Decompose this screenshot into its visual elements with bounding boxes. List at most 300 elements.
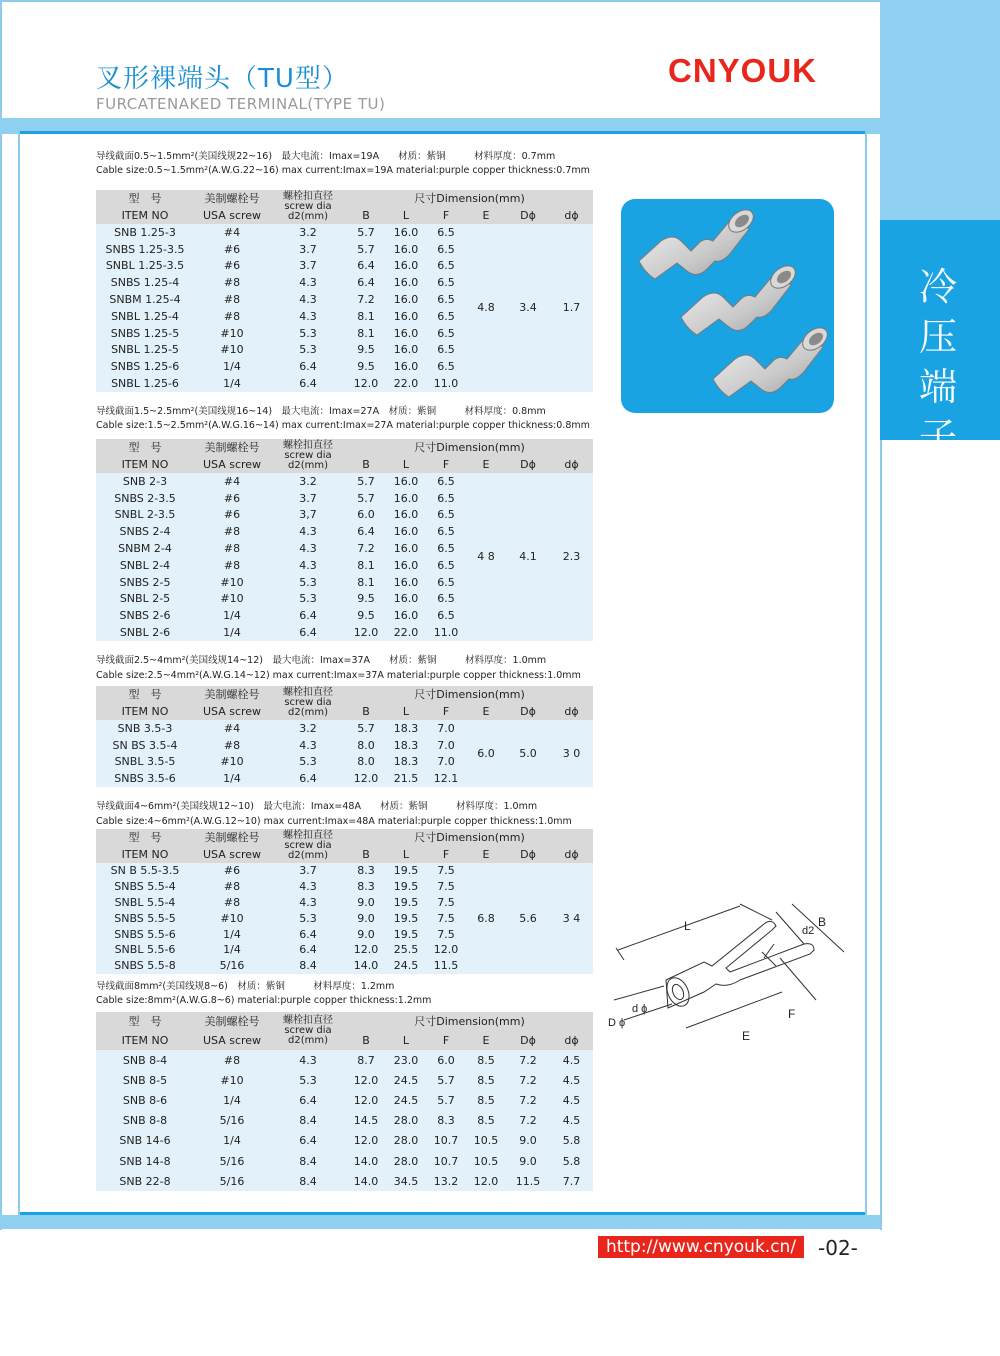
value-cell: 6.5	[426, 358, 466, 375]
value-cell: 8.3	[346, 863, 386, 879]
value-cell: 5.3	[270, 1070, 346, 1090]
value-cell: 6.4	[270, 1131, 346, 1151]
col-header-dim: B	[346, 207, 386, 224]
table-row	[96, 224, 593, 241]
value-cell: 7.2	[346, 291, 386, 308]
value-cell: #10	[194, 574, 270, 591]
col-header-dim: Dϕ	[506, 456, 550, 473]
value-cell: 12.0	[346, 1070, 386, 1090]
value-cell: 19.5	[386, 910, 426, 926]
col-header-dia-en: screw dia	[284, 450, 332, 461]
merged-value-cell: 4.1	[506, 473, 550, 641]
col-header-screw-cn: 美制螺栓号	[194, 190, 270, 207]
value-cell: #8	[194, 557, 270, 574]
dim-label-d: d ϕ	[632, 1003, 648, 1015]
col-header-dia-en: screw dia	[284, 697, 332, 708]
value-cell: 9.0	[346, 895, 386, 911]
value-cell: 5/16	[194, 1171, 270, 1191]
value-cell: 8.4	[270, 958, 346, 974]
section-1-note-cn: 导线截面0.5~1.5mm²(美国线规22~16) 最大电流：Imax=19A 材质：紫铜 材料厚度：0.7mm	[96, 151, 556, 162]
table-header-row	[96, 1012, 593, 1031]
col-header-screw-en: USA screw	[194, 207, 270, 224]
value-cell: 11.5	[426, 958, 466, 974]
value-cell: #10	[194, 342, 270, 359]
item-no-cell: SNBS 2-3.5	[96, 490, 194, 507]
value-cell: #8	[194, 540, 270, 557]
value-cell: 4.3	[270, 523, 346, 540]
value-cell: 8.1	[346, 574, 386, 591]
value-cell: #6	[194, 258, 270, 275]
value-cell: 1/4	[194, 1090, 270, 1110]
col-header-screw-en: USA screw	[194, 1031, 270, 1050]
value-cell: 9.0	[506, 1131, 550, 1151]
col-header-dim: E	[466, 1031, 506, 1050]
table-header-row	[96, 829, 593, 846]
value-cell: 6.4	[270, 358, 346, 375]
value-cell: 9.5	[346, 342, 386, 359]
value-cell: 1/4	[194, 624, 270, 641]
item-no-cell: SNBS 5.5-6	[96, 926, 194, 942]
col-header-dim: dϕ	[550, 207, 593, 224]
col-header-item-en: ITEM NO	[96, 846, 194, 863]
side-category-label	[908, 262, 968, 462]
merged-value-cell: 4.8	[466, 224, 506, 392]
value-cell: 4.3	[270, 557, 346, 574]
value-cell: 7.5	[426, 863, 466, 879]
value-cell: 19.5	[386, 879, 426, 895]
value-cell: 10.7	[426, 1131, 466, 1151]
spec-table-3	[96, 686, 593, 787]
value-cell: 7.5	[426, 926, 466, 942]
col-header-dia	[270, 1012, 346, 1050]
col-header-screw-cn: 美制螺栓号	[194, 686, 270, 703]
value-cell: 4.3	[270, 308, 346, 325]
value-cell: 6.5	[426, 291, 466, 308]
item-no-cell: SNBS 5.5-8	[96, 958, 194, 974]
section-5-note-en: Cable size:8mm²(A.W.G.8~6) material:purple copper thickness:1.2mm	[96, 995, 432, 1006]
value-cell: 12.0	[426, 942, 466, 958]
value-cell: 19.5	[386, 863, 426, 879]
value-cell: 4.5	[550, 1090, 593, 1110]
value-cell: 16.0	[386, 523, 426, 540]
value-cell: 7.2	[506, 1070, 550, 1090]
col-header-dimension: 尺寸Dimension(mm)	[346, 190, 593, 207]
page-title-en: FURCATENAKED TERMINAL(TYPE TU)	[96, 95, 386, 113]
col-header-dim: dϕ	[550, 846, 593, 863]
dimension-diagram	[604, 900, 858, 1050]
value-cell: 5.3	[270, 325, 346, 342]
col-header-dia	[270, 190, 346, 224]
value-cell: 8.4	[270, 1171, 346, 1191]
col-header-dimension: 尺寸Dimension(mm)	[346, 439, 593, 456]
col-header-dim: L	[386, 456, 426, 473]
spec-table-1	[96, 190, 593, 392]
value-cell: 5/16	[194, 1111, 270, 1131]
table-header-row	[96, 439, 593, 456]
col-header-dim: E	[466, 703, 506, 720]
item-no-cell: SNBS 1.25-5	[96, 325, 194, 342]
value-cell: 5/16	[194, 958, 270, 974]
section-3-note-en: Cable size:2.5~4mm²(A.W.G.14~12) max current:Imax=37A material:purple copper thickness:1.0mm	[96, 670, 581, 681]
col-header-item-cn: 型 号	[96, 686, 194, 703]
col-header-item-en: ITEM NO	[96, 207, 194, 224]
value-cell: 16.0	[386, 574, 426, 591]
value-cell: 28.0	[386, 1131, 426, 1151]
value-cell: 6.4	[346, 258, 386, 275]
dim-label-d2: d2	[802, 925, 815, 937]
col-header-dia-cn: 螺栓扣直径	[283, 191, 333, 202]
value-cell: #6	[194, 490, 270, 507]
value-cell: 14.0	[346, 958, 386, 974]
item-no-cell: SNBL 2-5	[96, 591, 194, 608]
item-no-cell: SNB 14-8	[96, 1151, 194, 1171]
value-cell: #10	[194, 1070, 270, 1090]
col-header-dim: dϕ	[550, 1031, 593, 1050]
value-cell: 12.0	[346, 770, 386, 787]
item-no-cell: SNB 2-3	[96, 473, 194, 490]
merged-value-cell: 4 8	[466, 473, 506, 641]
section-4-note-cn: 导线截面4~6mm²(美国线规12~10) 最大电流：Imax=48A 材质：紫铜 材料厚度：1.0mm	[96, 801, 538, 812]
side-char: 端	[918, 365, 957, 409]
item-no-cell: SNBS 2-5	[96, 574, 194, 591]
value-cell: 7.0	[426, 720, 466, 737]
col-header-item-cn: 型 号	[96, 190, 194, 207]
item-no-cell: SNBL 5.5-4	[96, 895, 194, 911]
value-cell: 5.8	[550, 1151, 593, 1171]
value-cell: 5.7	[426, 1070, 466, 1090]
value-cell: 5.7	[346, 473, 386, 490]
value-cell: 16.0	[386, 224, 426, 241]
website-link[interactable]: http://www.cnyouk.cn/	[598, 1236, 804, 1258]
value-cell: 6.4	[270, 770, 346, 787]
value-cell: 16.0	[386, 607, 426, 624]
table-row	[96, 863, 593, 879]
terminal-3	[713, 323, 832, 397]
item-no-cell: SNBL 2-4	[96, 557, 194, 574]
value-cell: #10	[194, 325, 270, 342]
item-no-cell: SNB 1.25-3	[96, 224, 194, 241]
col-header-dim: dϕ	[550, 703, 593, 720]
item-no-cell: SNB 8-8	[96, 1111, 194, 1131]
col-header-dim: B	[346, 846, 386, 863]
brand-logo: CNYOUK	[668, 52, 818, 89]
value-cell: 12.1	[426, 770, 466, 787]
merged-value-cell: 3 4	[550, 863, 593, 974]
value-cell: #4	[194, 224, 270, 241]
value-cell: 8.5	[466, 1070, 506, 1090]
value-cell: 6.4	[270, 375, 346, 392]
item-no-cell: SNBL 3.5-5	[96, 754, 194, 771]
value-cell: 8.0	[346, 737, 386, 754]
merged-value-cell: 2.3	[550, 473, 593, 641]
value-cell: 5.7	[346, 241, 386, 258]
frame-right-line	[880, 440, 882, 1230]
col-header-dim: L	[386, 207, 426, 224]
page-title-cn: 叉形裸端头（TU型）	[96, 64, 349, 94]
col-header-dim: L	[386, 703, 426, 720]
value-cell: 6.4	[346, 523, 386, 540]
value-cell: 6.4	[270, 926, 346, 942]
value-cell: #8	[194, 274, 270, 291]
merged-value-cell: 5.0	[506, 720, 550, 787]
col-header-screw-en: USA screw	[194, 846, 270, 863]
value-cell: 8.1	[346, 325, 386, 342]
col-header-dia-cn: 螺栓扣直径	[283, 1015, 333, 1026]
value-cell: 6.5	[426, 325, 466, 342]
item-no-cell: SNBS 1.25-3.5	[96, 241, 194, 258]
col-header-dia	[270, 439, 346, 473]
value-cell: 16.0	[386, 490, 426, 507]
item-no-cell: SNB 8-6	[96, 1090, 194, 1110]
value-cell: 5.7	[426, 1090, 466, 1110]
value-cell: 5/16	[194, 1151, 270, 1171]
value-cell: 24.5	[386, 1070, 426, 1090]
value-cell: 9.5	[346, 358, 386, 375]
value-cell: 1/4	[194, 770, 270, 787]
value-cell: 5.7	[346, 720, 386, 737]
item-no-cell: SNBL 1.25-3.5	[96, 258, 194, 275]
col-header-item-cn: 型 号	[96, 829, 194, 846]
value-cell: 22.0	[386, 375, 426, 392]
value-cell: 12.0	[346, 1090, 386, 1110]
col-header-dim: E	[466, 846, 506, 863]
col-header-dim: B	[346, 703, 386, 720]
col-header-dim: F	[426, 456, 466, 473]
value-cell: 7.5	[426, 895, 466, 911]
value-cell: 16.0	[386, 241, 426, 258]
value-cell: 10.5	[466, 1151, 506, 1171]
value-cell: 4.5	[550, 1070, 593, 1090]
merged-value-cell: 5.6	[506, 863, 550, 974]
col-header-dim: E	[466, 207, 506, 224]
value-cell: 5.3	[270, 910, 346, 926]
value-cell: 4.5	[550, 1050, 593, 1070]
product-photo	[621, 199, 834, 413]
value-cell: 18.3	[386, 720, 426, 737]
value-cell: 5.3	[270, 754, 346, 771]
value-cell: #6	[194, 241, 270, 258]
value-cell: 6.4	[270, 624, 346, 641]
col-header-screw-cn: 美制螺栓号	[194, 829, 270, 846]
col-header-dim: Dϕ	[506, 1031, 550, 1050]
value-cell: 8.7	[346, 1050, 386, 1070]
table-row	[96, 1151, 593, 1171]
value-cell: 16.0	[386, 557, 426, 574]
col-header-dim: F	[426, 846, 466, 863]
value-cell: 7.2	[346, 540, 386, 557]
col-header-dim: F	[426, 1031, 466, 1050]
col-header-dim: F	[426, 703, 466, 720]
value-cell: 6.4	[346, 274, 386, 291]
col-header-item-en: ITEM NO	[96, 1031, 194, 1050]
item-no-cell: SNB 3.5-3	[96, 720, 194, 737]
merged-value-cell: 6.8	[466, 863, 506, 974]
value-cell: 4.5	[550, 1111, 593, 1131]
value-cell: 8.1	[346, 308, 386, 325]
value-cell: 5.3	[270, 574, 346, 591]
section-5-note-cn: 导线截面8mm²(美国线规8~6) 材质：紫铜 材料厚度：1.2mm	[96, 981, 395, 992]
col-header-dia-cn: 螺栓扣直径	[283, 830, 333, 841]
value-cell: 8.5	[466, 1090, 506, 1110]
spec-table-4	[96, 829, 593, 974]
value-cell: 7.7	[550, 1171, 593, 1191]
value-cell: 14.0	[346, 1171, 386, 1191]
value-cell: 5.3	[270, 342, 346, 359]
content-border-right	[865, 131, 867, 1215]
value-cell: 7.2	[506, 1090, 550, 1110]
value-cell: 3.2	[270, 224, 346, 241]
value-cell: 16.0	[386, 258, 426, 275]
value-cell: 9.0	[346, 910, 386, 926]
value-cell: 4.3	[270, 737, 346, 754]
value-cell: 6.5	[426, 473, 466, 490]
value-cell: 9.0	[506, 1151, 550, 1171]
value-cell: 3.2	[270, 720, 346, 737]
col-header-item-en: ITEM NO	[96, 703, 194, 720]
col-header-dim: Dϕ	[506, 207, 550, 224]
value-cell: 7.5	[426, 910, 466, 926]
value-cell: 3.7	[270, 863, 346, 879]
dim-label-L: L	[684, 919, 691, 933]
value-cell: 4.3	[270, 879, 346, 895]
value-cell: 1/4	[194, 375, 270, 392]
value-cell: 9.5	[346, 607, 386, 624]
table-row	[96, 1131, 593, 1151]
table-row	[96, 720, 593, 737]
value-cell: 3.2	[270, 473, 346, 490]
side-char: 压	[918, 315, 957, 359]
col-header-dia-unit: d2(mm)	[288, 850, 328, 861]
value-cell: 11.5	[506, 1171, 550, 1191]
value-cell: #4	[194, 720, 270, 737]
col-header-dim: L	[386, 846, 426, 863]
item-no-cell: SNB 22-8	[96, 1171, 194, 1191]
page-number: -02-	[818, 1236, 858, 1260]
item-no-cell: SNBL 5.5-6	[96, 942, 194, 958]
value-cell: 5.3	[270, 591, 346, 608]
value-cell: 16.0	[386, 591, 426, 608]
item-no-cell: SN B 5.5-3.5	[96, 863, 194, 879]
value-cell: 19.5	[386, 895, 426, 911]
item-no-cell: SNB 8-5	[96, 1070, 194, 1090]
merged-value-cell: 3 0	[550, 720, 593, 787]
value-cell: 11.0	[426, 624, 466, 641]
table-header-row	[96, 190, 593, 207]
col-header-item-cn: 型 号	[96, 439, 194, 456]
col-header-dim: dϕ	[550, 456, 593, 473]
table-header-row	[96, 686, 593, 703]
value-cell: 6.0	[346, 507, 386, 524]
item-no-cell: SNBL 1.25-5	[96, 342, 194, 359]
frame-left-line	[0, 0, 2, 1230]
col-header-dim: B	[346, 456, 386, 473]
value-cell: 8.0	[346, 754, 386, 771]
item-no-cell: SNB 14-6	[96, 1131, 194, 1151]
header-band-rule	[18, 131, 867, 134]
value-cell: #4	[194, 473, 270, 490]
value-cell: 16.0	[386, 507, 426, 524]
value-cell: 25.5	[386, 942, 426, 958]
col-header-screw-en: USA screw	[194, 703, 270, 720]
value-cell: 12.0	[466, 1171, 506, 1191]
section-3-note-cn: 导线截面2.5~4mm²(美国线规14~12) 最大电流：Imax=37A 材质：紫铜 材料厚度：1.0mm	[96, 655, 547, 666]
dim-label-E: E	[742, 1029, 751, 1043]
value-cell: 6.5	[426, 523, 466, 540]
value-cell: 18.3	[386, 737, 426, 754]
footer-band	[0, 1215, 880, 1229]
value-cell: 10.5	[466, 1131, 506, 1151]
value-cell: 4.3	[270, 895, 346, 911]
value-cell: 4.3	[270, 274, 346, 291]
terminal-1	[639, 205, 758, 279]
item-no-cell: SNBS 5.5-4	[96, 879, 194, 895]
dim-label-F: F	[788, 1007, 796, 1021]
value-cell: 6.5	[426, 342, 466, 359]
value-cell: 3.7	[270, 490, 346, 507]
value-cell: 24.5	[386, 1090, 426, 1110]
value-cell: 16.0	[386, 308, 426, 325]
value-cell: 12.0	[346, 942, 386, 958]
value-cell: 9.5	[346, 591, 386, 608]
value-cell: 16.0	[386, 325, 426, 342]
value-cell: 4.3	[270, 291, 346, 308]
value-cell: 16.0	[386, 540, 426, 557]
table-row	[96, 1090, 593, 1110]
value-cell: 6.0	[426, 1050, 466, 1070]
spec-table-2	[96, 439, 593, 641]
value-cell: 1/4	[194, 926, 270, 942]
value-cell: 6.5	[426, 540, 466, 557]
value-cell: 8.3	[426, 1111, 466, 1131]
item-no-cell: SNBS 3.5-6	[96, 770, 194, 787]
item-no-cell: SNBS 5.5-5	[96, 910, 194, 926]
value-cell: 28.0	[386, 1151, 426, 1171]
value-cell: 14.0	[346, 1151, 386, 1171]
col-header-dia-unit: d2(mm)	[288, 211, 328, 222]
item-no-cell: SN BS 3.5-4	[96, 737, 194, 754]
value-cell: 18.3	[386, 754, 426, 771]
table-row	[96, 1111, 593, 1131]
col-header-dia	[270, 686, 346, 720]
value-cell: 23.0	[386, 1050, 426, 1070]
table-row	[96, 1171, 593, 1191]
value-cell: 11.0	[426, 375, 466, 392]
col-header-dim: L	[386, 1031, 426, 1050]
value-cell: 8.3	[346, 879, 386, 895]
value-cell: #8	[194, 523, 270, 540]
value-cell: 1/4	[194, 1131, 270, 1151]
col-header-dimension: 尺寸Dimension(mm)	[346, 1012, 593, 1031]
value-cell: 6.5	[426, 557, 466, 574]
value-cell: 4.3	[270, 540, 346, 557]
section-4-note-en: Cable size:4~6mm²(A.W.G.12~10) max current:Imax=48A material:purple copper thickness:1.0mm	[96, 816, 572, 827]
value-cell: #8	[194, 291, 270, 308]
col-header-dia-en: screw dia	[284, 1025, 332, 1036]
value-cell: #8	[194, 308, 270, 325]
item-no-cell: SNBL 1.25-4	[96, 308, 194, 325]
value-cell: 6.5	[426, 258, 466, 275]
dim-label-B: B	[818, 915, 827, 929]
col-header-dimension: 尺寸Dimension(mm)	[346, 686, 593, 703]
value-cell: 6.5	[426, 574, 466, 591]
col-header-dim: B	[346, 1031, 386, 1050]
value-cell: 5.8	[550, 1131, 593, 1151]
value-cell: 34.5	[386, 1171, 426, 1191]
value-cell: 12.0	[346, 375, 386, 392]
item-no-cell: SNBM 1.25-4	[96, 291, 194, 308]
value-cell: 9.0	[346, 926, 386, 942]
item-no-cell: SNBS 2-4	[96, 523, 194, 540]
